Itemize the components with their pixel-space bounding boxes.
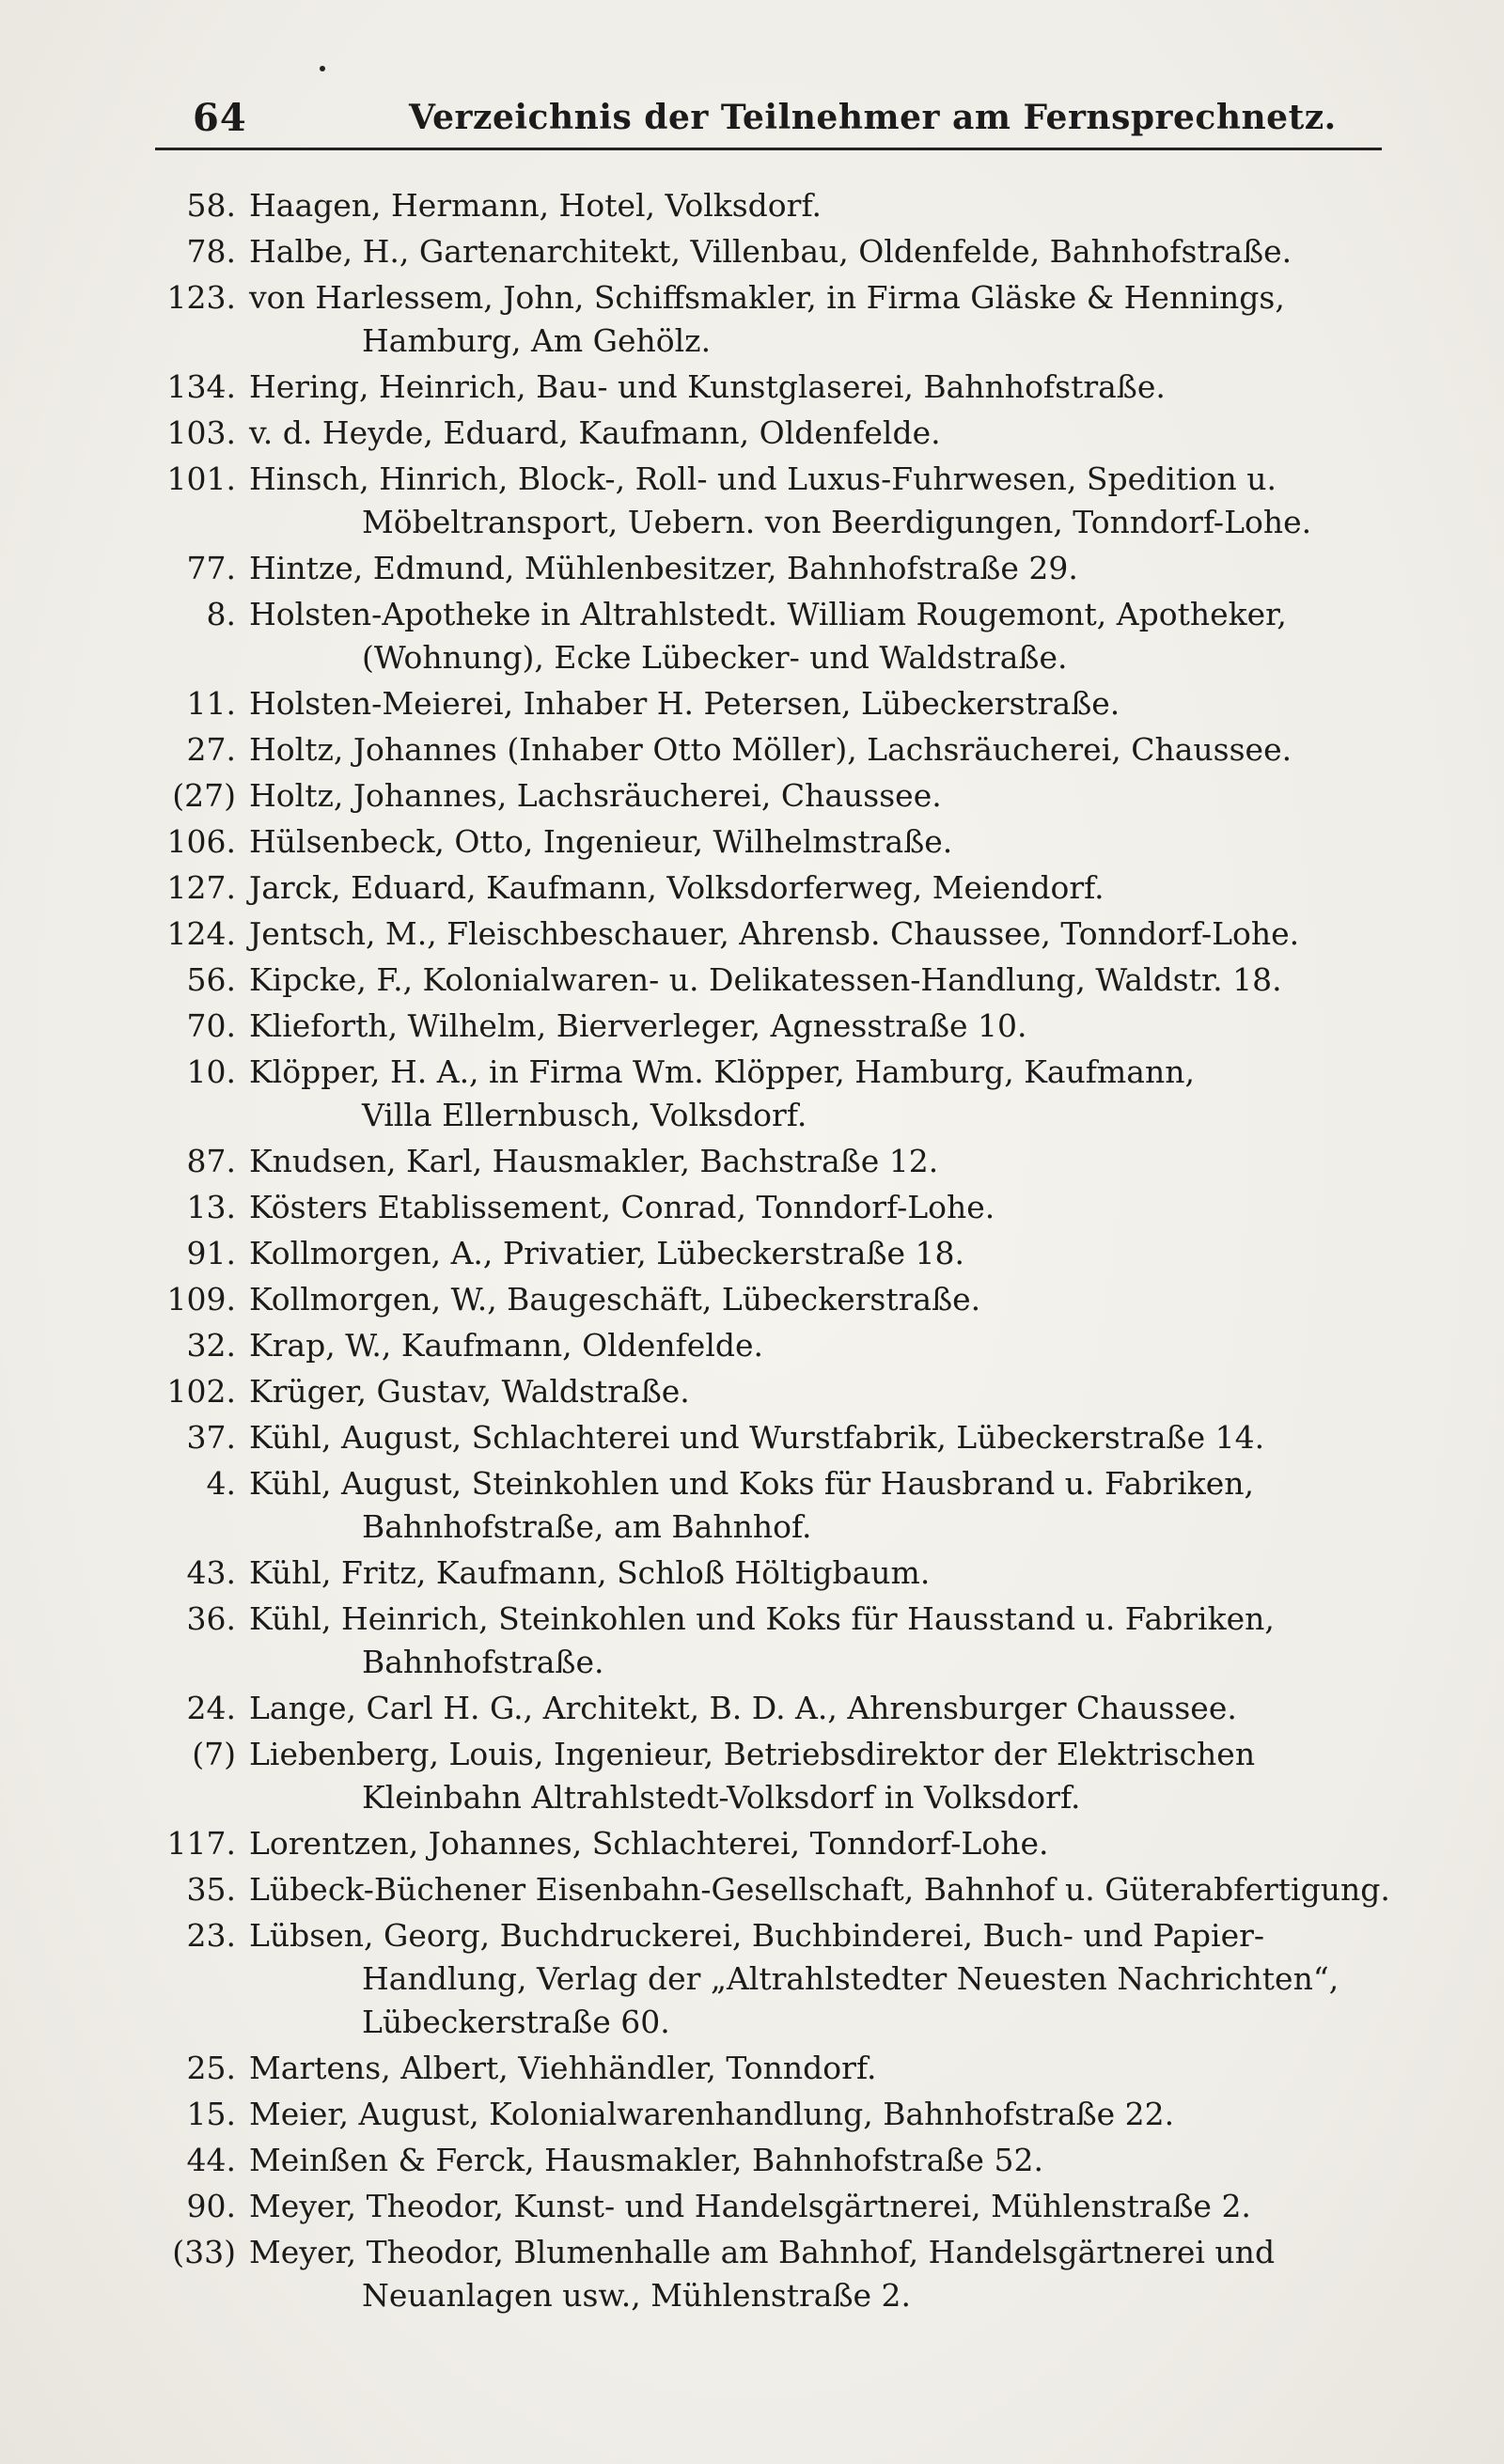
directory-entry [155,366,1415,409]
directory-entry [155,774,1415,818]
directory-entry [155,866,1415,910]
header-rule [155,148,1382,150]
directory-entry [155,1914,1415,2044]
entry-line: Hintze, Edmund, Mühlenbesitzer, Bahnhofstraße 29. [249,550,1078,586]
entry-text [249,184,1415,227]
entry-line: Kühl, Fritz, Kaufmann, Schloß Höltigbaum. [249,1554,931,1591]
entry-text [249,959,1415,1002]
page-header [155,90,1382,147]
entry-line: Kühl, August, Schlachterei und Wurstfabrik, Lübeckerstraße 14. [249,1419,1265,1456]
directory-entry [155,593,1415,679]
page-number: 64 [193,96,247,140]
entry-continuation-line: Lübeckerstraße 60. [362,2004,670,2040]
entry-line: Klieforth, Wilhelm, Bierverleger, Agnesstraße 10. [249,1007,1027,1044]
entry-text [249,728,1415,772]
entry-text [249,1733,1415,1819]
directory-entry [155,230,1415,273]
entry-text [249,682,1415,725]
directory-entry [155,1598,1415,1684]
entry-line: Meyer, Theodor, Blumenhalle am Bahnhof, Handelsgärtnerei und [249,2234,1276,2270]
entry-text [249,2185,1415,2228]
entry-number: 58. [186,187,236,224]
directory-entry [155,1462,1415,1549]
directory-list [155,184,1415,2320]
directory-entry [155,2093,1415,2136]
entry-number: 4. [206,1465,236,1502]
entry-text [249,1914,1415,2044]
entry-continuation-line: Villa Ellernbusch, Volksdorf. [362,1097,807,1133]
entry-number: 36. [186,1600,236,1637]
entry-number: 8. [206,596,236,632]
entry-number: 124. [166,915,236,952]
entry-continuation-line: Handlung, Verlag der „Altrahlstedter Neuesten Nachrichten“, [362,1960,1340,1997]
entry-text [249,912,1415,956]
entry-continuation-line: Möbeltransport, Uebern. von Beerdigungen, Tonndorf-Lohe. [362,504,1312,540]
directory-entry [155,1687,1415,1730]
entry-continuation-line: Bahnhofstraße. [362,1644,604,1680]
directory-entry [155,682,1415,725]
entry-line: Kollmorgen, A., Privatier, Lübeckerstraße 18. [249,1235,964,1271]
entry-text [249,1598,1415,1684]
entry-text [249,2093,1415,2136]
entry-line: Meier, August, Kolonialwarenhandlung, Bahnhofstraße 22. [249,2096,1175,2132]
entry-text [249,1278,1415,1321]
entry-number: 32. [186,1327,236,1364]
entry-line: Holsten-Apotheke in Altrahlstedt. William Rougemont, Apotheker, [249,596,1287,632]
entry-number: 15. [186,2096,236,2132]
entry-line: Krap, W., Kaufmann, Oldenfelde. [249,1327,764,1364]
directory-entry [155,1552,1415,1595]
entry-line: Haagen, Hermann, Hotel, Volksdorf. [249,187,822,224]
directory-entry [155,276,1415,363]
directory-entry [155,820,1415,864]
directory-entry [155,547,1415,590]
entry-line: Krüger, Gustav, Waldstraße. [249,1373,690,1410]
entry-line: Halbe, H., Gartenarchitekt, Villenbau, Oldenfelde, Bahnhofstraße. [249,233,1292,270]
entry-number: 25. [186,2050,236,2086]
directory-entry [155,1416,1415,1459]
directory-entry [155,1051,1415,1137]
directory-entry [155,1324,1415,1367]
entry-number: (27) [172,777,236,814]
entry-text [249,1005,1415,1048]
entry-continuation-line: Neuanlagen usw., Mühlenstraße 2. [362,2277,912,2314]
entry-text [249,2139,1415,2182]
entry-text [249,2231,1415,2317]
directory-entry [155,1186,1415,1229]
entry-number: 37. [186,1419,236,1456]
entry-line: Kollmorgen, W., Baugeschäft, Lübeckerstraße. [249,1281,981,1318]
directory-entry [155,184,1415,227]
entry-text [249,458,1415,544]
directory-entry [155,2185,1415,2228]
entry-line: Hering, Heinrich, Bau- und Kunstglaserei, Bahnhofstraße. [249,368,1166,405]
directory-entry [155,912,1415,956]
entry-number: 91. [186,1235,236,1271]
entry-line: Hülsenbeck, Otto, Ingenieur, Wilhelmstraße. [249,823,953,860]
entry-line: Holtz, Johannes, Lachsräucherei, Chaussee. [249,777,942,814]
entry-number: 117. [166,1825,236,1862]
entry-text [249,1324,1415,1367]
entry-line: Holtz, Johannes (Inhaber Otto Möller), Lachsräucherei, Chaussee. [249,731,1292,768]
entry-number: 90. [186,2188,236,2224]
entry-number: 101. [166,460,236,497]
entry-number: 23. [186,1917,236,1954]
entry-line: Kühl, August, Steinkohlen und Koks für Hausbrand u. Fabriken, [249,1465,1255,1502]
directory-entry [155,959,1415,1002]
entry-text [249,366,1415,409]
directory-entry [155,728,1415,772]
entry-text [249,1140,1415,1183]
entry-text [249,1868,1415,1911]
entry-number: 56. [186,961,236,998]
ink-speck [320,66,325,71]
entry-text [249,1822,1415,1865]
running-title: Verzeichnis der Teilnehmer am Fernsprechnetz. [409,98,1337,137]
directory-entry [155,1370,1415,1413]
entry-number: 77. [186,550,236,586]
entry-line: Lorentzen, Johannes, Schlachterei, Tonndorf-Lohe. [249,1825,1049,1862]
entry-text [249,1552,1415,1595]
entry-number: 10. [186,1053,236,1090]
entry-text [249,1416,1415,1459]
entry-line: Kühl, Heinrich, Steinkohlen und Koks für Hausstand u. Fabriken, [249,1600,1275,1637]
entry-number: 109. [166,1281,236,1318]
entry-line: Jarck, Eduard, Kaufmann, Volksdorferweg, Meiendorf. [249,869,1104,906]
entry-line: Jentsch, M., Fleischbeschauer, Ahrensb. Chaussee, Tonndorf-Lohe. [249,915,1300,952]
directory-entry [155,412,1415,455]
entry-number: 106. [166,823,236,860]
directory-entry [155,1232,1415,1275]
directory-entry [155,1005,1415,1048]
entry-continuation-line: (Wohnung), Ecke Lübecker- und Waldstraße. [362,639,1068,676]
entry-text [249,774,1415,818]
entry-text [249,1462,1415,1549]
entry-number: 43. [186,1554,236,1591]
entry-text [249,820,1415,864]
entry-text [249,412,1415,455]
entry-number: 87. [186,1143,236,1179]
entry-text [249,1186,1415,1229]
entry-continuation-line: Hamburg, Am Gehölz. [362,322,712,359]
entry-number: 78. [186,233,236,270]
entry-line: von Harlessem, John, Schiffsmakler, in Firma Gläske & Hennings, [249,279,1285,316]
entry-text [249,593,1415,679]
directory-entry [155,1278,1415,1321]
entry-line: Knudsen, Karl, Hausmakler, Bachstraße 12. [249,1143,939,1179]
directory-entry [155,2231,1415,2317]
entry-number: 27. [186,731,236,768]
entry-number: 13. [186,1189,236,1225]
entry-text [249,230,1415,273]
directory-entry [155,1868,1415,1911]
entry-line: Lübeck-Büchener Eisenbahn-Gesellschaft, Bahnhof u. Güterabfertigung. [249,1871,1390,1908]
entry-line: Kösters Etablissement, Conrad, Tonndorf-Lohe. [249,1189,995,1225]
entry-text [249,276,1415,363]
entry-text [249,866,1415,910]
entry-number: 127. [166,869,236,906]
directory-entry [155,1140,1415,1183]
entry-line: Klöpper, H. A., in Firma Wm. Klöpper, Hamburg, Kaufmann, [249,1053,1195,1090]
entry-number: 11. [186,685,236,722]
entry-text [249,1051,1415,1137]
entry-number: 35. [186,1871,236,1908]
entry-text [249,2047,1415,2090]
entry-text [249,1232,1415,1275]
entry-continuation-line: Bahnhofstraße, am Bahnhof. [362,1508,812,1545]
entry-line: Meyer, Theodor, Kunst- und Handelsgärtnerei, Mühlenstraße 2. [249,2188,1251,2224]
directory-entry [155,458,1415,544]
entry-number: (7) [192,1736,236,1772]
directory-entry [155,2047,1415,2090]
entry-text [249,1370,1415,1413]
directory-entry [155,2139,1415,2182]
entry-line: Kipcke, F., Kolonialwaren- u. Delikatessen-Handlung, Waldstr. 18. [249,961,1282,998]
entry-number: 24. [186,1690,236,1726]
entry-number: 123. [166,279,236,316]
entry-number: 102. [166,1373,236,1410]
entry-line: Martens, Albert, Viehhändler, Tonndorf. [249,2050,877,2086]
directory-entry [155,1733,1415,1819]
entry-line: Lange, Carl H. G., Architekt, B. D. A., Ahrensburger Chaussee. [249,1690,1237,1726]
entry-number: 70. [186,1007,236,1044]
entry-number: 103. [166,414,236,451]
entry-continuation-line: Kleinbahn Altrahlstedt-Volksdorf in Volksdorf. [362,1779,1081,1816]
directory-entry [155,1822,1415,1865]
entry-line: Meinßen & Ferck, Hausmakler, Bahnhofstraße 52. [249,2142,1043,2178]
entry-line: v. d. Heyde, Eduard, Kaufmann, Oldenfelde. [249,414,941,451]
entry-number: (33) [172,2234,236,2270]
entry-number: 44. [186,2142,236,2178]
entry-text [249,547,1415,590]
entry-text [249,1687,1415,1730]
entry-line: Hinsch, Hinrich, Block-, Roll- und Luxus-Fuhrwesen, Spedition u. [249,460,1277,497]
entry-number: 134. [166,368,236,405]
entry-line: Holsten-Meierei, Inhaber H. Petersen, Lübeckerstraße. [249,685,1120,722]
entry-line: Liebenberg, Louis, Ingenieur, Betriebsdirektor der Elektrischen [249,1736,1256,1772]
entry-line: Lübsen, Georg, Buchdruckerei, Buchbinderei, Buch- und Papier- [249,1917,1265,1954]
